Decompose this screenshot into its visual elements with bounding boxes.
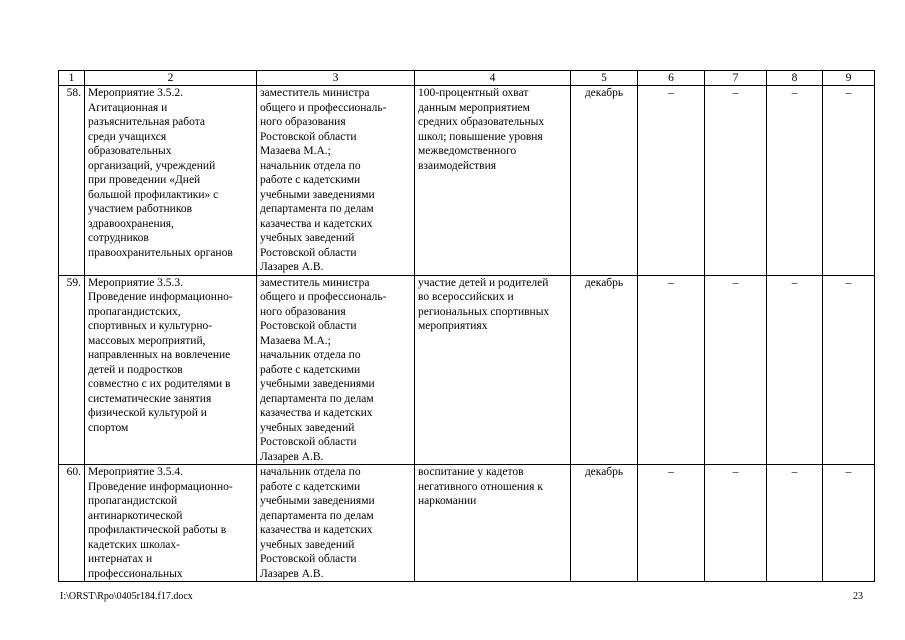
header-cell: 8 xyxy=(767,71,823,86)
event-cell-line: систематические занятия xyxy=(88,392,212,405)
responsible-cell-line: Ростовской области xyxy=(260,320,357,332)
event-cell-line: разъяснительная работа xyxy=(88,116,205,128)
responsible-cell-line: общего и профессиональ- xyxy=(260,101,387,114)
header-cell: 2 xyxy=(85,71,257,86)
result-cell-line: 100-процентный охват xyxy=(418,87,529,99)
result-cell-line: во всероссийских и xyxy=(418,291,514,303)
responsible-cell-line: департамента по делам xyxy=(260,509,374,522)
dash-cell-c7: – xyxy=(705,86,767,276)
responsible-cell-line: Лазарев А.В. xyxy=(260,567,324,580)
event-cell xyxy=(85,465,257,582)
table-row xyxy=(59,86,875,276)
responsible-cell-line: учебными заведениями xyxy=(260,188,375,201)
responsible-cell-line: работе с кадетскими xyxy=(260,174,361,186)
result-cell-line: негативного отношения к xyxy=(418,480,543,493)
event-cell-line: пропагандистской xyxy=(88,495,178,507)
result-cell-line: средних образовательных xyxy=(418,116,545,128)
dash-cell-c6: – xyxy=(638,275,705,465)
dash-cell-c7: – xyxy=(705,465,767,582)
table-row xyxy=(59,465,875,582)
result-cell-line: данным мероприятием xyxy=(418,101,530,114)
responsible-cell-line: Ростовской области xyxy=(260,246,357,259)
row-number: 60. xyxy=(59,465,85,582)
header-cell: 7 xyxy=(705,71,767,86)
event-cell-line: Агитационная и xyxy=(88,101,168,114)
event-cell-line: профилактической работы в xyxy=(88,524,227,536)
responsible-cell-line: начальник отдела по xyxy=(260,349,361,361)
header-cell: 4 xyxy=(415,71,571,86)
term-cell: декабрь xyxy=(571,465,638,582)
header-cell: 6 xyxy=(638,71,705,86)
dash-cell-c9: – xyxy=(823,275,875,465)
event-cell-line: Проведение информационно- xyxy=(88,480,233,493)
row-number: 59. xyxy=(59,275,85,465)
event-cell-line: при проведении «Дней xyxy=(88,174,201,186)
event-cell-line: сотрудников xyxy=(88,232,149,244)
table-header-row xyxy=(59,71,875,86)
responsible-cell-line: учебных заведений xyxy=(260,421,355,434)
responsible-cell-line: начальник отдела по xyxy=(260,466,361,478)
header-cell: 1 xyxy=(59,71,85,86)
header-cell: 3 xyxy=(257,71,415,86)
dash-cell-c8: – xyxy=(767,465,823,582)
event-cell-line: детей и подростков xyxy=(88,363,183,376)
term-cell: декабрь xyxy=(571,275,638,465)
row-number: 58. xyxy=(59,86,85,276)
event-cell-line: здравоохранения, xyxy=(88,217,174,230)
plan-table xyxy=(58,70,875,582)
event-cell-line: организаций, учреждений xyxy=(88,159,216,172)
event-cell-line: Мероприятие 3.5.3. xyxy=(88,276,184,289)
responsible-cell-line: заместитель министра xyxy=(260,276,370,289)
result-cell-line: межведомственного xyxy=(418,145,517,157)
dash-cell-c8: – xyxy=(767,86,823,276)
term-cell: декабрь xyxy=(571,86,638,276)
responsible-cell-line: Ростовской области xyxy=(260,553,357,565)
responsible-cell-line: Лазарев А.В. xyxy=(260,261,324,273)
responsible-cell-line: казачества и кадетских xyxy=(260,407,373,419)
responsible-cell-line: начальник отдела по xyxy=(260,159,361,172)
event-cell-line: спортивных и культурно- xyxy=(88,320,213,332)
page-number: 23 xyxy=(853,591,863,602)
responsible-cell-line: заместитель министра xyxy=(260,87,370,99)
event-cell-line: образовательных xyxy=(88,145,172,157)
event-cell-line: кадетских школах- xyxy=(88,538,180,551)
dash-cell-c7: – xyxy=(705,275,767,465)
result-cell-line: школ; повышение уровня xyxy=(418,130,543,143)
dash-cell-c9: – xyxy=(823,465,875,582)
event-cell-line: физической культурой и xyxy=(88,407,207,419)
event-cell-line: интернатах и xyxy=(88,553,153,565)
event-cell xyxy=(85,275,257,465)
responsible-cell-line: департамента по делам xyxy=(260,392,374,405)
result-cell-line: взаимодействия xyxy=(418,159,497,172)
event-cell-line: Проведение информационно- xyxy=(88,291,233,303)
event-cell-line: совместно с их родителями в xyxy=(88,378,231,390)
event-cell-line: антинаркотической xyxy=(88,509,183,522)
responsible-cell-line: Ростовской области xyxy=(260,436,357,448)
header-cell: 5 xyxy=(571,71,638,86)
result-cell xyxy=(415,86,571,276)
responsible-cell-line: Ростовской области xyxy=(260,130,357,143)
event-cell-line: большой профилактики» с xyxy=(88,188,219,201)
event-cell-line: пропагандистских, xyxy=(88,305,181,318)
responsible-cell-line: учебными заведениями xyxy=(260,495,375,507)
responsible-cell-line: ного образования xyxy=(260,305,346,318)
responsible-cell-line: работе с кадетскими xyxy=(260,363,361,376)
responsible-cell-line: ного образования xyxy=(260,116,346,128)
event-cell-line: Мероприятие 3.5.4. xyxy=(88,466,184,478)
result-cell-line: региональных спортивных xyxy=(418,305,550,318)
result-cell-line: мероприятиях xyxy=(418,320,488,332)
responsible-cell-line: учебными заведениями xyxy=(260,378,375,390)
dash-cell-c9: – xyxy=(823,86,875,276)
responsible-cell xyxy=(257,465,415,582)
result-cell-line: участие детей и родителей xyxy=(418,276,549,289)
dash-cell-c6: – xyxy=(638,465,705,582)
responsible-cell-line: казачества и кадетских xyxy=(260,524,373,536)
responsible-cell-line: работе с кадетскими xyxy=(260,480,361,493)
responsible-cell-line: Лазарев А.В. xyxy=(260,450,324,463)
responsible-cell xyxy=(257,86,415,276)
footer-file-path: I:\ORST\Rpo\0405r184.f17.docx xyxy=(60,591,193,602)
responsible-cell-line: казачества и кадетских xyxy=(260,217,373,230)
event-cell-line: профессиональных xyxy=(88,567,183,580)
event-cell-line: направленных на вовлечение xyxy=(88,349,231,361)
header-cell: 9 xyxy=(823,71,875,86)
responsible-cell-line: департамента по делам xyxy=(260,203,374,215)
event-cell xyxy=(85,86,257,276)
responsible-cell-line: учебных заведений xyxy=(260,232,355,244)
responsible-cell-line: учебных заведений xyxy=(260,538,355,551)
result-cell-line: воспитание у кадетов xyxy=(418,466,524,478)
event-cell-line: среди учащихся xyxy=(88,130,167,143)
responsible-cell-line: общего и профессиональ- xyxy=(260,291,387,303)
event-cell-line: участием работников xyxy=(88,203,192,215)
responsible-cell-line: Мазаева М.А.; xyxy=(260,145,331,157)
result-cell xyxy=(415,465,571,582)
dash-cell-c8: – xyxy=(767,275,823,465)
responsible-cell xyxy=(257,275,415,465)
result-cell xyxy=(415,275,571,465)
dash-cell-c6: – xyxy=(638,86,705,276)
event-cell-line: массовых мероприятий, xyxy=(88,334,206,347)
event-cell-line: спортом xyxy=(88,421,129,434)
result-cell-line: наркомании xyxy=(418,495,477,507)
table-row xyxy=(59,275,875,465)
event-cell-line: правоохранительных органов xyxy=(88,246,233,259)
event-cell-line: Мероприятие 3.5.2. xyxy=(88,87,184,99)
responsible-cell-line: Мазаева М.А.; xyxy=(260,334,331,347)
